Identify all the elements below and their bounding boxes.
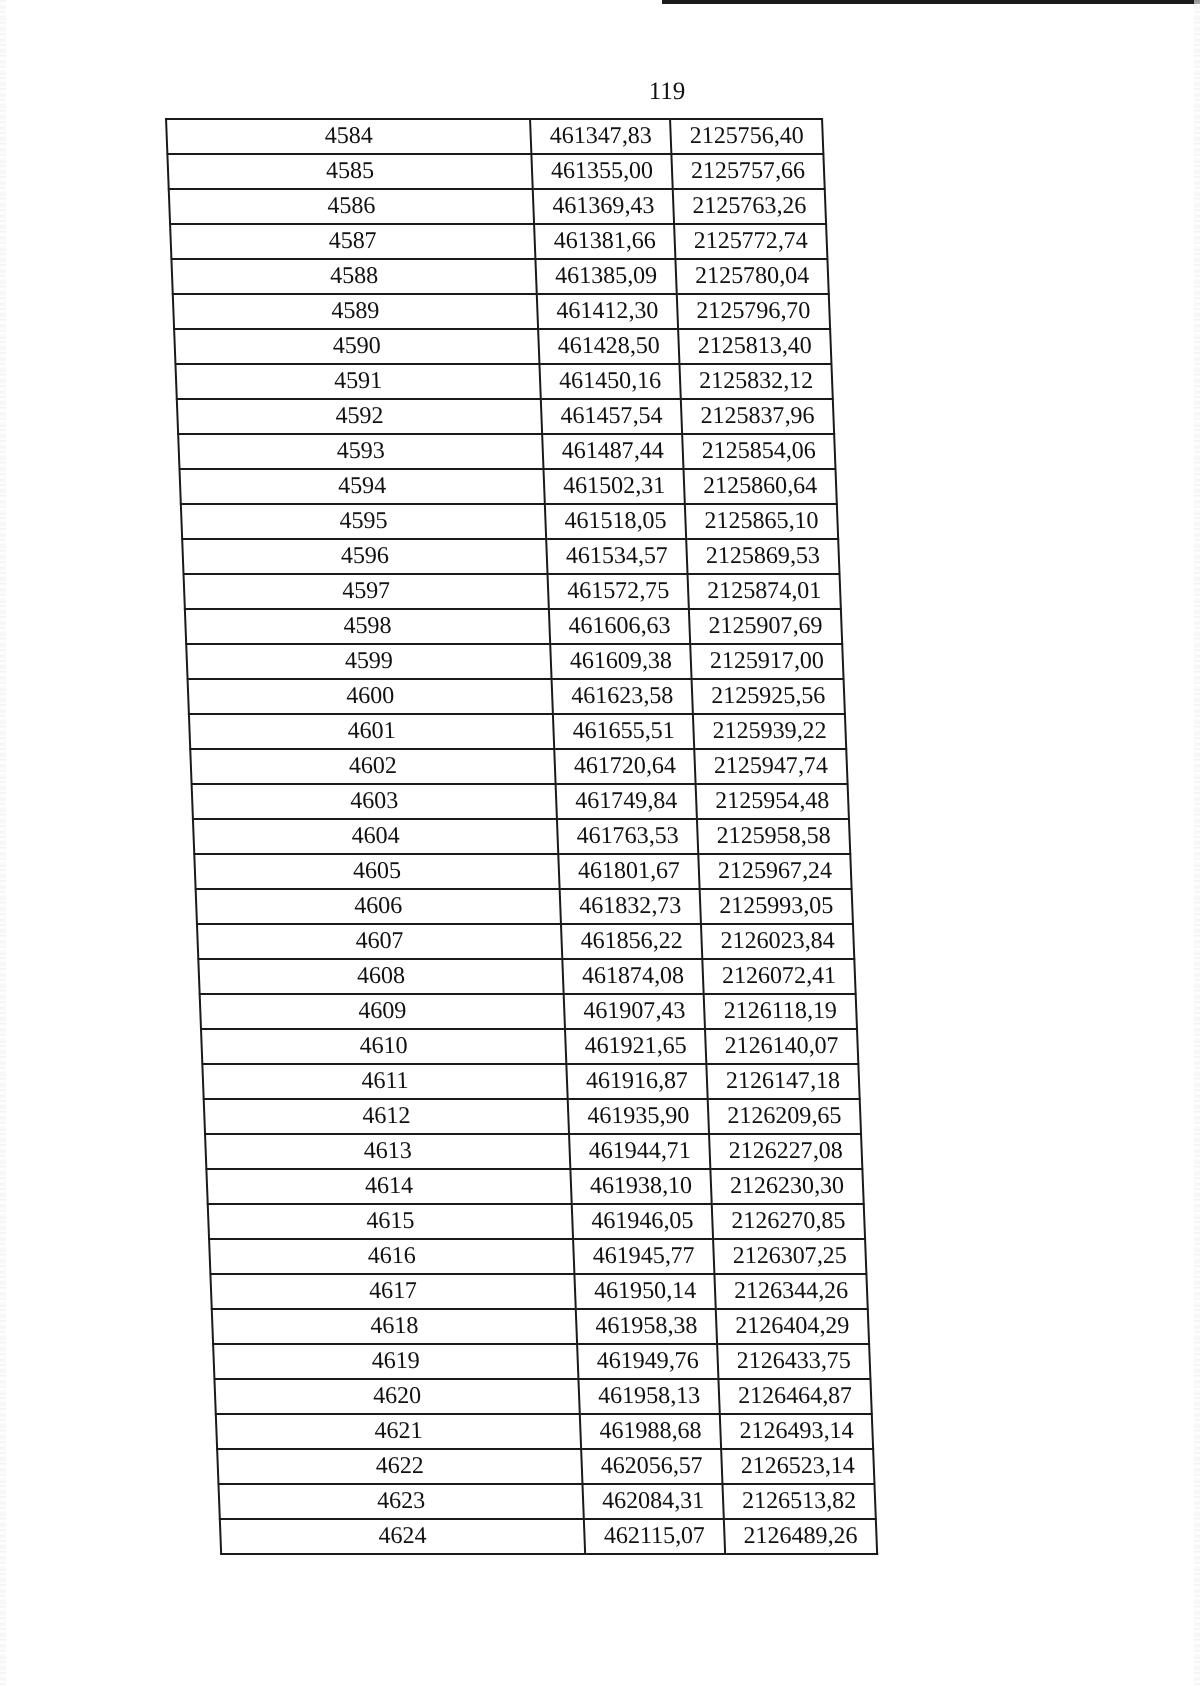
point-number-cell: 4620: [214, 1379, 579, 1414]
x-coordinate-cell: 461988,68: [580, 1414, 721, 1449]
point-number-cell: 4601: [189, 714, 554, 749]
y-coordinate-cell: 2125958,58: [697, 819, 850, 854]
table-row: [217, 1449, 874, 1484]
x-coordinate-cell: 461832,73: [560, 889, 701, 924]
x-coordinate-cell: 461655,51: [553, 714, 694, 749]
point-number-cell: 4611: [202, 1064, 567, 1099]
point-number-cell: 4617: [210, 1274, 575, 1309]
x-coordinate-cell: 461856,22: [561, 924, 702, 959]
page-number: 119: [648, 78, 686, 105]
y-coordinate-cell: 2125865,10: [685, 504, 838, 539]
coordinates-table-body: [166, 119, 877, 1554]
x-coordinate-cell: 461907,43: [564, 994, 705, 1029]
x-coordinate-cell: 461958,38: [576, 1309, 717, 1344]
table-row: [198, 959, 855, 994]
x-coordinate-cell: 461958,13: [578, 1379, 719, 1414]
y-coordinate-cell: 2126209,65: [708, 1099, 861, 1134]
table-row: [169, 189, 826, 224]
table-row: [167, 154, 824, 189]
x-coordinate-cell: 461949,76: [577, 1344, 718, 1379]
point-number-cell: 4609: [200, 994, 565, 1029]
table-row: [206, 1169, 863, 1204]
table-row: [185, 609, 842, 644]
x-coordinate-cell: 461801,67: [558, 854, 699, 889]
y-coordinate-cell: 2126404,29: [716, 1309, 869, 1344]
y-coordinate-cell: 2126230,30: [710, 1169, 863, 1204]
table-row: [179, 469, 836, 504]
y-coordinate-cell: 2126118,19: [704, 994, 857, 1029]
y-coordinate-cell: 2125947,74: [694, 749, 847, 784]
table-row: [200, 994, 857, 1029]
point-number-cell: 4586: [169, 189, 534, 224]
table-row: [177, 399, 834, 434]
point-number-cell: 4623: [218, 1484, 583, 1519]
table-row: [209, 1239, 866, 1274]
table-row: [171, 259, 828, 294]
table-row: [190, 749, 847, 784]
x-coordinate-cell: 461749,84: [556, 784, 697, 819]
x-coordinate-cell: 461916,87: [566, 1064, 707, 1099]
x-coordinate-cell: 461518,05: [545, 504, 686, 539]
y-coordinate-cell: 2125874,01: [688, 574, 841, 609]
table-row: [186, 644, 843, 679]
point-number-cell: 4595: [181, 504, 546, 539]
y-coordinate-cell: 2126493,14: [720, 1414, 873, 1449]
point-number-cell: 4602: [190, 749, 555, 784]
y-coordinate-cell: 2125756,40: [670, 119, 823, 154]
table-row: [181, 504, 838, 539]
table-row: [210, 1274, 867, 1309]
y-coordinate-cell: 2125772,74: [674, 224, 827, 259]
y-coordinate-cell: 2125869,53: [686, 539, 839, 574]
y-coordinate-cell: 2125939,22: [693, 714, 846, 749]
table-row: [174, 329, 831, 364]
x-coordinate-cell: 461720,64: [554, 749, 695, 784]
x-coordinate-cell: 461369,43: [533, 189, 674, 224]
y-coordinate-cell: 2126072,41: [702, 959, 855, 994]
y-coordinate-cell: 2125907,69: [689, 609, 842, 644]
point-number-cell: 4605: [194, 854, 559, 889]
point-number-cell: 4594: [179, 469, 544, 504]
table-row: [212, 1309, 869, 1344]
y-coordinate-cell: 2126227,08: [709, 1134, 862, 1169]
point-number-cell: 4603: [192, 784, 557, 819]
table-row: [192, 784, 849, 819]
table-row: [184, 574, 841, 609]
x-coordinate-cell: 461945,77: [573, 1239, 714, 1274]
table-row: [166, 119, 823, 154]
table-row: [213, 1344, 870, 1379]
y-coordinate-cell: 2126464,87: [718, 1379, 871, 1414]
point-number-cell: 4606: [196, 889, 561, 924]
x-coordinate-cell: 461534,57: [546, 539, 687, 574]
x-coordinate-cell: 462115,07: [584, 1519, 725, 1554]
x-coordinate-cell: 461946,05: [572, 1204, 713, 1239]
point-number-cell: 4589: [173, 294, 538, 329]
table-row: [204, 1099, 861, 1134]
y-coordinate-cell: 2126489,26: [724, 1519, 877, 1554]
y-coordinate-cell: 2125757,66: [671, 154, 824, 189]
x-coordinate-cell: 461623,58: [552, 679, 693, 714]
table-row: [202, 1064, 859, 1099]
point-number-cell: 4593: [178, 434, 543, 469]
y-coordinate-cell: 2126307,25: [713, 1239, 866, 1274]
point-number-cell: 4600: [188, 679, 553, 714]
y-coordinate-cell: 2125860,64: [683, 469, 836, 504]
scan-left-edge: [0, 0, 6, 1686]
table-row: [170, 224, 827, 259]
x-coordinate-cell: 461385,09: [535, 259, 676, 294]
x-coordinate-cell: 461412,30: [537, 294, 678, 329]
point-number-cell: 4598: [185, 609, 550, 644]
y-coordinate-cell: 2126433,75: [717, 1344, 870, 1379]
table-row: [205, 1134, 862, 1169]
y-coordinate-cell: 2126140,07: [705, 1029, 858, 1064]
y-coordinate-cell: 2125780,04: [675, 259, 828, 294]
table-row: [196, 889, 853, 924]
x-coordinate-cell: 461450,16: [539, 364, 680, 399]
point-number-cell: 4615: [208, 1204, 573, 1239]
x-coordinate-cell: 462084,31: [582, 1484, 723, 1519]
table-row: [189, 714, 846, 749]
y-coordinate-cell: 2126344,26: [714, 1274, 867, 1309]
x-coordinate-cell: 461950,14: [574, 1274, 715, 1309]
x-coordinate-cell: 461609,38: [550, 644, 691, 679]
coordinates-table: [165, 118, 878, 1555]
table-row: [214, 1379, 871, 1414]
y-coordinate-cell: 2125925,56: [692, 679, 845, 714]
x-coordinate-cell: 461487,44: [542, 434, 683, 469]
y-coordinate-cell: 2125993,05: [700, 889, 853, 924]
y-coordinate-cell: 2125832,12: [679, 364, 832, 399]
point-number-cell: 4591: [175, 364, 540, 399]
y-coordinate-cell: 2125763,26: [673, 189, 826, 224]
scan-top-rule: [662, 0, 1200, 4]
y-coordinate-cell: 2125837,96: [681, 399, 834, 434]
y-coordinate-cell: 2126523,14: [721, 1449, 874, 1484]
table-row: [201, 1029, 858, 1064]
table-row: [193, 819, 850, 854]
y-coordinate-cell: 2126023,84: [701, 924, 854, 959]
point-number-cell: 4604: [193, 819, 558, 854]
x-coordinate-cell: 461944,71: [569, 1134, 710, 1169]
x-coordinate-cell: 461874,08: [562, 959, 703, 994]
point-number-cell: 4610: [201, 1029, 566, 1064]
point-number-cell: 4599: [186, 644, 551, 679]
point-number-cell: 4618: [212, 1309, 577, 1344]
point-number-cell: 4614: [206, 1169, 571, 1204]
x-coordinate-cell: 461457,54: [541, 399, 682, 434]
x-coordinate-cell: 461572,75: [548, 574, 689, 609]
y-coordinate-cell: 2125813,40: [678, 329, 831, 364]
x-coordinate-cell: 461763,53: [557, 819, 698, 854]
point-number-cell: 4585: [167, 154, 532, 189]
table-row: [220, 1519, 877, 1554]
y-coordinate-cell: 2125967,24: [698, 854, 851, 889]
point-number-cell: 4613: [205, 1134, 570, 1169]
y-coordinate-cell: 2125954,48: [696, 784, 849, 819]
point-number-cell: 4592: [177, 399, 542, 434]
point-number-cell: 4588: [171, 259, 536, 294]
point-number-cell: 4619: [213, 1344, 578, 1379]
y-coordinate-cell: 2125854,06: [682, 434, 835, 469]
x-coordinate-cell: 461921,65: [565, 1029, 706, 1064]
x-coordinate-cell: 461355,00: [531, 154, 672, 189]
point-number-cell: 4612: [204, 1099, 569, 1134]
table-row: [216, 1414, 873, 1449]
x-coordinate-cell: 461347,83: [530, 119, 671, 154]
point-number-cell: 4608: [198, 959, 563, 994]
x-coordinate-cell: 462056,57: [581, 1449, 722, 1484]
point-number-cell: 4622: [217, 1449, 582, 1484]
point-number-cell: 4624: [220, 1519, 585, 1554]
point-number-cell: 4621: [216, 1414, 581, 1449]
table-row: [182, 539, 839, 574]
x-coordinate-cell: 461381,66: [534, 224, 675, 259]
point-number-cell: 4584: [166, 119, 531, 154]
point-number-cell: 4616: [209, 1239, 574, 1274]
scan-right-edge: [1194, 0, 1200, 1686]
point-number-cell: 4587: [170, 224, 535, 259]
table-row: [175, 364, 832, 399]
table-row: [197, 924, 854, 959]
table-row: [194, 854, 851, 889]
x-coordinate-cell: 461502,31: [543, 469, 684, 504]
x-coordinate-cell: 461938,10: [570, 1169, 711, 1204]
table-row: [178, 434, 835, 469]
y-coordinate-cell: 2125917,00: [690, 644, 843, 679]
y-coordinate-cell: 2126270,85: [712, 1204, 865, 1239]
y-coordinate-cell: 2125796,70: [677, 294, 830, 329]
point-number-cell: 4597: [184, 574, 549, 609]
table-row: [188, 679, 845, 714]
table-row: [208, 1204, 865, 1239]
y-coordinate-cell: 2126147,18: [706, 1064, 859, 1099]
x-coordinate-cell: 461935,90: [568, 1099, 709, 1134]
point-number-cell: 4596: [182, 539, 547, 574]
point-number-cell: 4590: [174, 329, 539, 364]
x-coordinate-cell: 461606,63: [549, 609, 690, 644]
table-row: [173, 294, 830, 329]
point-number-cell: 4607: [197, 924, 562, 959]
table-row: [218, 1484, 875, 1519]
y-coordinate-cell: 2126513,82: [722, 1484, 875, 1519]
x-coordinate-cell: 461428,50: [538, 329, 679, 364]
